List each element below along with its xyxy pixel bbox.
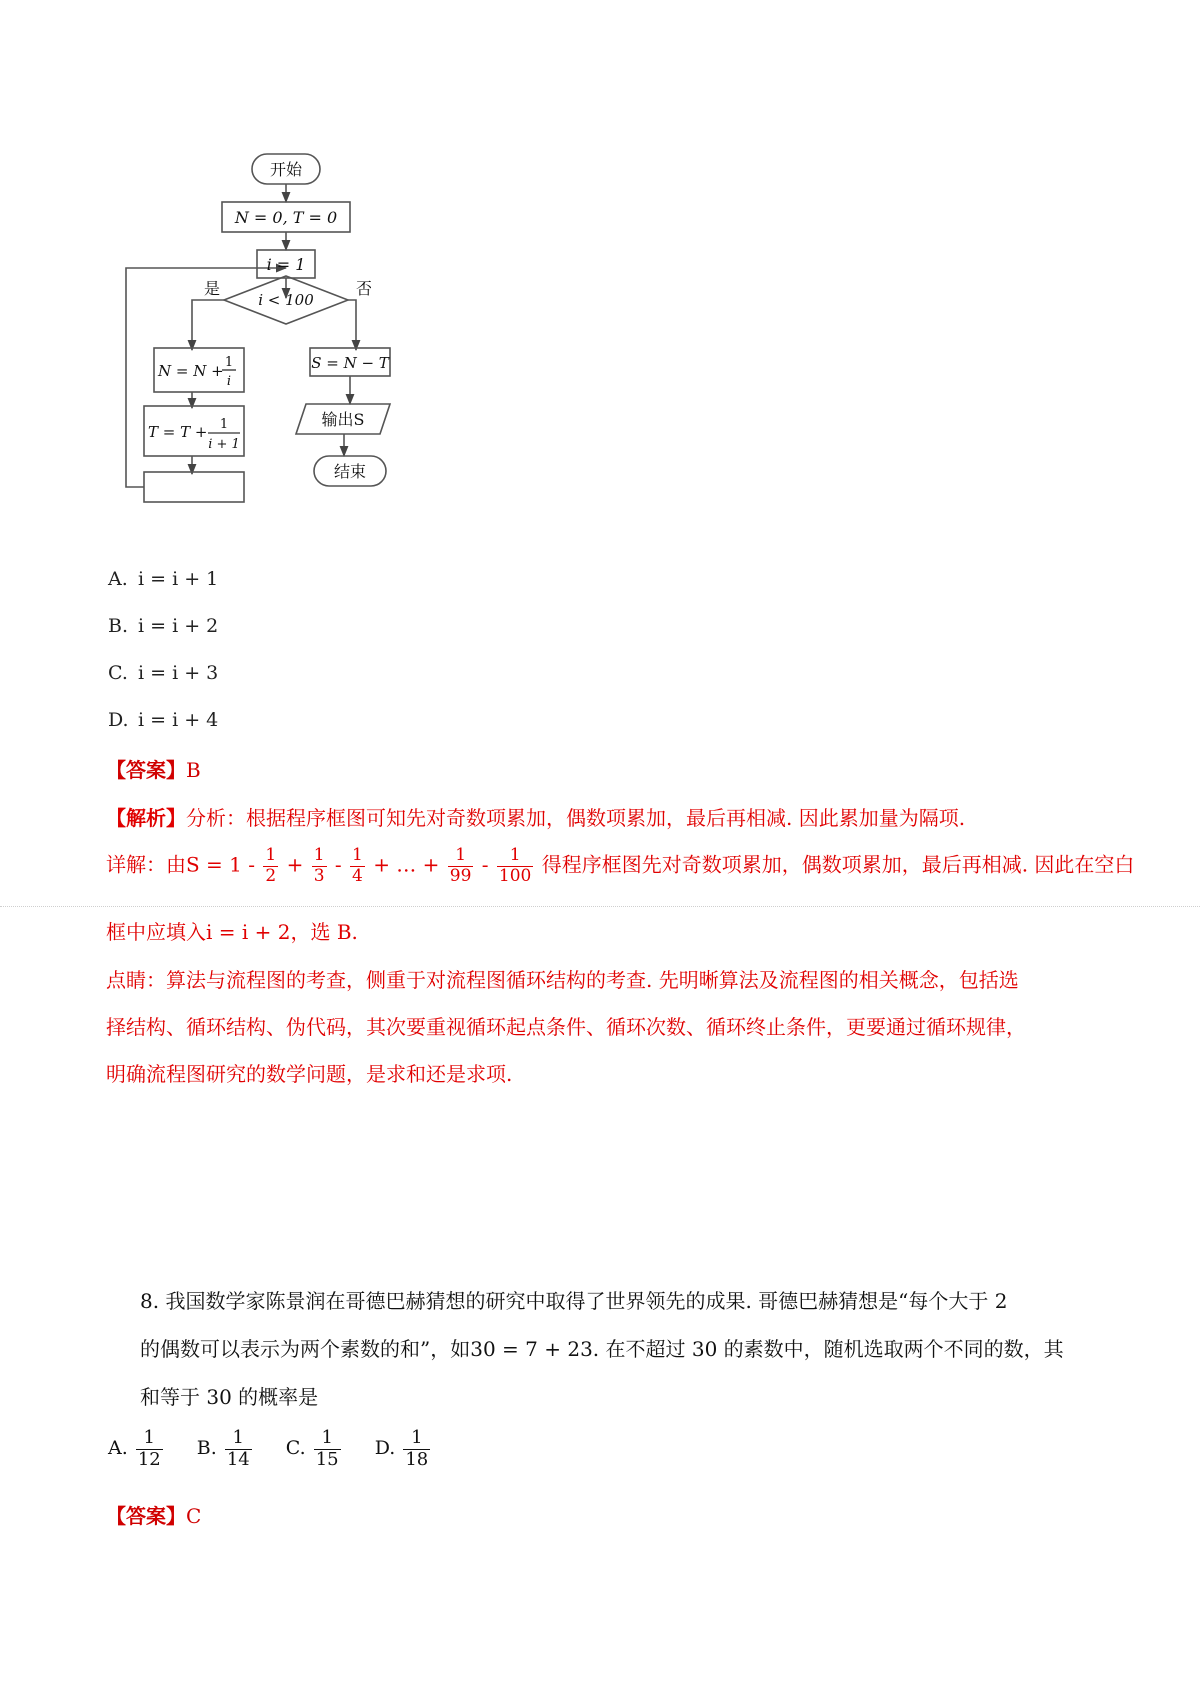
- option-text: i = i + 4: [138, 709, 219, 731]
- flowchart-diagram: [120, 150, 450, 550]
- minus-sign: -: [481, 852, 489, 877]
- option-text: i = i + 2: [138, 615, 219, 637]
- fraction-1-4: $\frac{1}{4}$: [352, 845, 363, 886]
- q7-comment-line-3: 明确流程图研究的数学问题，是求和还是求项.: [106, 1062, 513, 1086]
- detail-prefix: 详解：由S = 1 -: [106, 852, 256, 877]
- plus-sign: +: [286, 852, 304, 877]
- option-text: i = i + 3: [138, 662, 219, 684]
- option-text: i = i + 1: [138, 568, 219, 590]
- q7-analysis-line: [106, 802, 965, 831]
- answer-label: 【答案】: [106, 1504, 186, 1528]
- q8-option-d: [375, 1428, 433, 1470]
- answer-value: C: [186, 1504, 202, 1528]
- option-letter: B.: [196, 1437, 217, 1460]
- option-fraction: $\frac{1}{15}$: [315, 1427, 339, 1470]
- fc-step-t-num: 1: [219, 417, 229, 432]
- fc-step-n-den: i: [226, 374, 232, 389]
- fraction-1-100: $\frac{1}{100}$: [498, 845, 532, 886]
- option-fraction: $\frac{1}{12}$: [137, 1427, 161, 1470]
- fc-start-label: 开始: [269, 160, 303, 179]
- q8-answer: [106, 1500, 201, 1529]
- fc-condition-label: i < 100: [258, 291, 314, 309]
- fraction-1-2: $\frac{1}{2}$: [265, 845, 277, 886]
- answer-value: B: [186, 758, 201, 782]
- fc-yes-label: 是: [203, 279, 221, 298]
- fc-no-label: 否: [355, 279, 373, 298]
- q7-answer: [106, 754, 201, 783]
- detail-suffix: 得程序框图先对奇数项累加，偶数项累加，最后再相减. 因此在空白: [541, 852, 1135, 877]
- q7-detail-line-2: 框中应填入i = i + 2，选 B.: [106, 920, 358, 944]
- fc-step-t-den: i + 1: [208, 437, 240, 452]
- q8-options: [108, 1428, 458, 1470]
- fc-step-n-num: 1: [224, 355, 234, 370]
- option-letter: A.: [108, 1437, 128, 1460]
- analysis-label: 【解析】: [106, 806, 186, 830]
- fc-end-label: 结束: [333, 462, 367, 481]
- q7-option-d: [108, 709, 218, 731]
- q8-option-a: [108, 1428, 165, 1470]
- option-letter: B.: [108, 615, 129, 637]
- q8-option-c: [286, 1428, 343, 1470]
- fc-compute-s-label: S = N − T: [311, 354, 389, 372]
- option-letter: D.: [108, 709, 129, 731]
- q7-option-a: [108, 568, 218, 590]
- q7-option-b: [108, 615, 218, 637]
- minus-sign: -: [334, 852, 342, 877]
- fc-step-n-lhs: N = N +: [158, 362, 224, 380]
- option-letter: A.: [108, 568, 128, 590]
- q7-comment-line-1: 点睛：算法与流程图的考查，侧重于对流程图循环结构的考查. 先明晰算法及流程图的相关概念，包括选: [106, 968, 1019, 992]
- q7-detail-line: [106, 846, 1134, 886]
- fc-step-t-lhs: T = T +: [148, 423, 208, 441]
- option-fraction: $\frac{1}{18}$: [405, 1427, 429, 1470]
- q8-stem-line-1: 8. 我国数学家陈景润在哥德巴赫猜想的研究中取得了世界领先的成果. 哥德巴赫猜想是“每个大于 2: [140, 1289, 1008, 1313]
- fraction-1-99: $\frac{1}{99}$: [449, 845, 472, 886]
- fc-blank-box: [144, 472, 244, 502]
- fc-init-label: N = 0, T = 0: [234, 208, 338, 227]
- q8-stem-line-2: 的偶数可以表示为两个素数的和”，如30 = 7 + 23. 在不超过 30 的素数中，随机选取两个不同的数，其: [140, 1337, 1064, 1361]
- q7-comment-line-2: 择结构、循环结构、伪代码，其次要重视循环起点条件、循环次数、循环终止条件，更要通过循环规律，: [106, 1015, 1026, 1039]
- q8-stem-line-3: 和等于 30 的概率是: [140, 1385, 319, 1409]
- fc-output-label: 输出S: [321, 410, 365, 429]
- option-fraction: $\frac{1}{14}$: [226, 1427, 250, 1470]
- answer-label: 【答案】: [106, 758, 186, 782]
- fc-init-i-label: i = 1: [266, 255, 306, 274]
- q7-option-c: [108, 662, 218, 684]
- option-letter: D.: [374, 1437, 396, 1460]
- option-letter: C.: [108, 662, 128, 684]
- ellipsis-sum: + … +: [373, 852, 440, 877]
- analysis-text: 分析：根据程序框图可知先对奇数项累加，偶数项累加，最后再相减. 因此累加量为隔项.: [186, 806, 966, 830]
- fraction-1-3: $\frac{1}{3}$: [313, 845, 325, 886]
- q8-option-b: [197, 1428, 254, 1470]
- option-letter: C.: [285, 1437, 306, 1460]
- page-divider: [0, 906, 1200, 907]
